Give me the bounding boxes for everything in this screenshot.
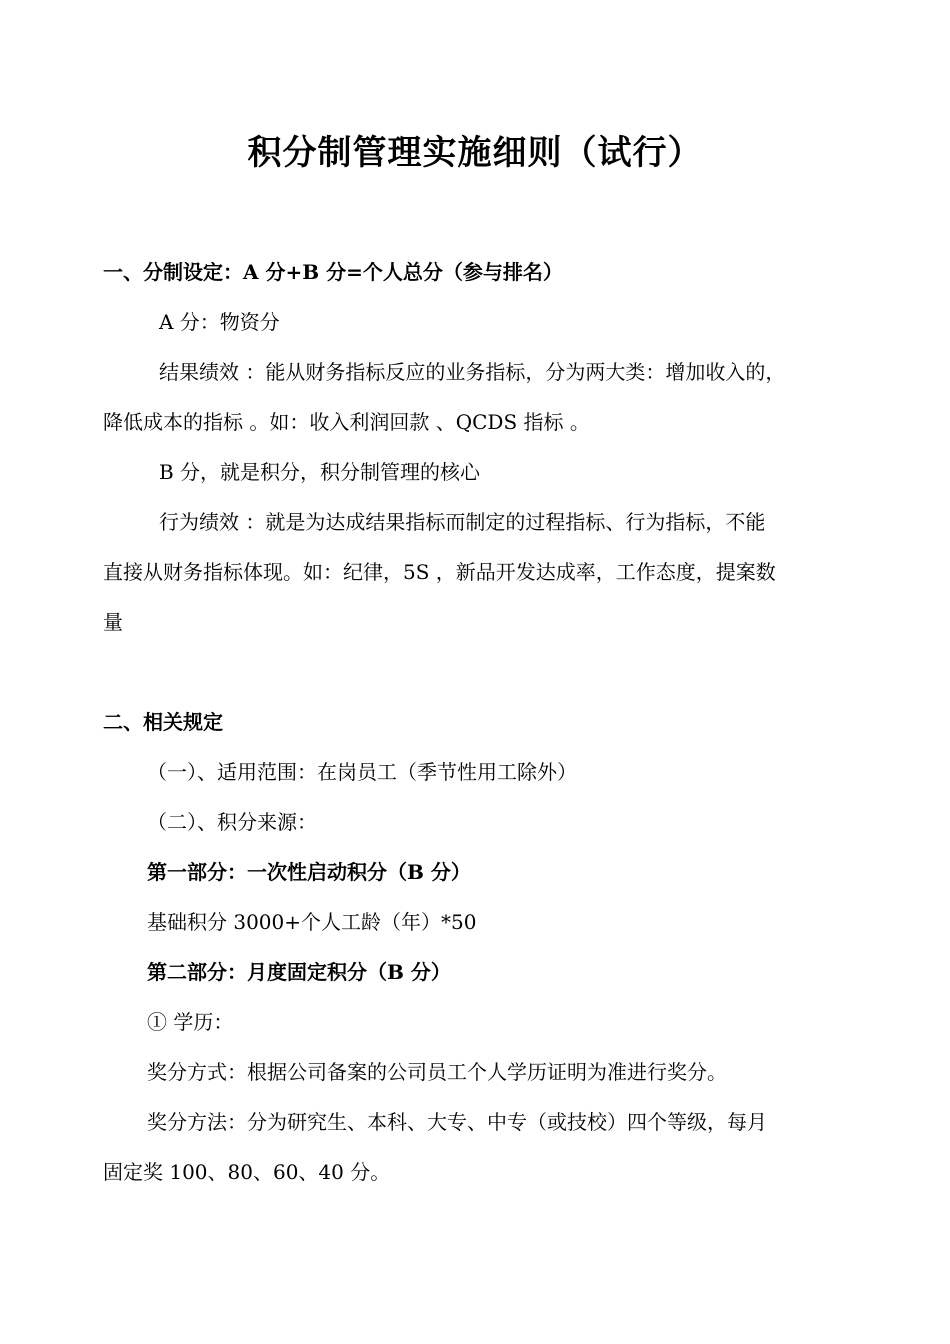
- b-score-definition: B 分，就是积分，积分制管理的核心: [159, 460, 481, 484]
- reward-method-line-2: 固定奖 100、80、60、40 分。: [103, 1160, 391, 1184]
- part-1-heading: 第一部分：一次性启动积分（B 分）: [147, 860, 471, 884]
- part-2-heading: 第二部分：月度固定积分（B 分）: [147, 960, 451, 984]
- scope-item: （一）、适用范围：在岗员工（季节性用工除外）: [147, 760, 577, 784]
- a-score-definition: A 分：物资分: [159, 310, 280, 334]
- document-body: [103, 247, 863, 1197]
- behavior-performance-line-3: 量: [103, 610, 123, 634]
- part-1-formula: 基础积分 3000+个人工龄（年）*50: [147, 910, 477, 934]
- page-title: 积分制管理实施细则（试行）: [247, 133, 703, 173]
- section-gap: [103, 647, 863, 697]
- result-performance-line-1: 结果绩效 ：能从财务指标反应的业务指标，分为两大类：增加收入的，: [159, 360, 786, 384]
- section-2-heading: 二、相关规定: [103, 710, 223, 734]
- reward-way: 奖分方式：根据公司备案的公司员工个人学历证明为准进行奖分。: [147, 1060, 727, 1084]
- behavior-performance-line-2: 直接从财务指标体现。如：纪律，5S ，新品开发达成率，工作态度，提案数: [103, 560, 776, 584]
- source-item: （二）、积分来源：: [147, 810, 317, 834]
- section-1-heading: 一、分制设定：A 分+B 分=个人总分（参与排名）: [103, 260, 563, 284]
- education-item: ① 学历：: [147, 1010, 234, 1034]
- reward-method-line-1: 奖分方法：分为研究生、本科、大专、中专（或技校）四个等级，每月: [147, 1110, 767, 1134]
- result-performance-line-2: 降低成本的指标 。如：收入利润回款 、QCDS 指标 。: [103, 410, 590, 434]
- behavior-performance-line-1: 行为绩效 ：就是为达成结果指标而制定的过程指标、行为指标，不能: [159, 510, 766, 534]
